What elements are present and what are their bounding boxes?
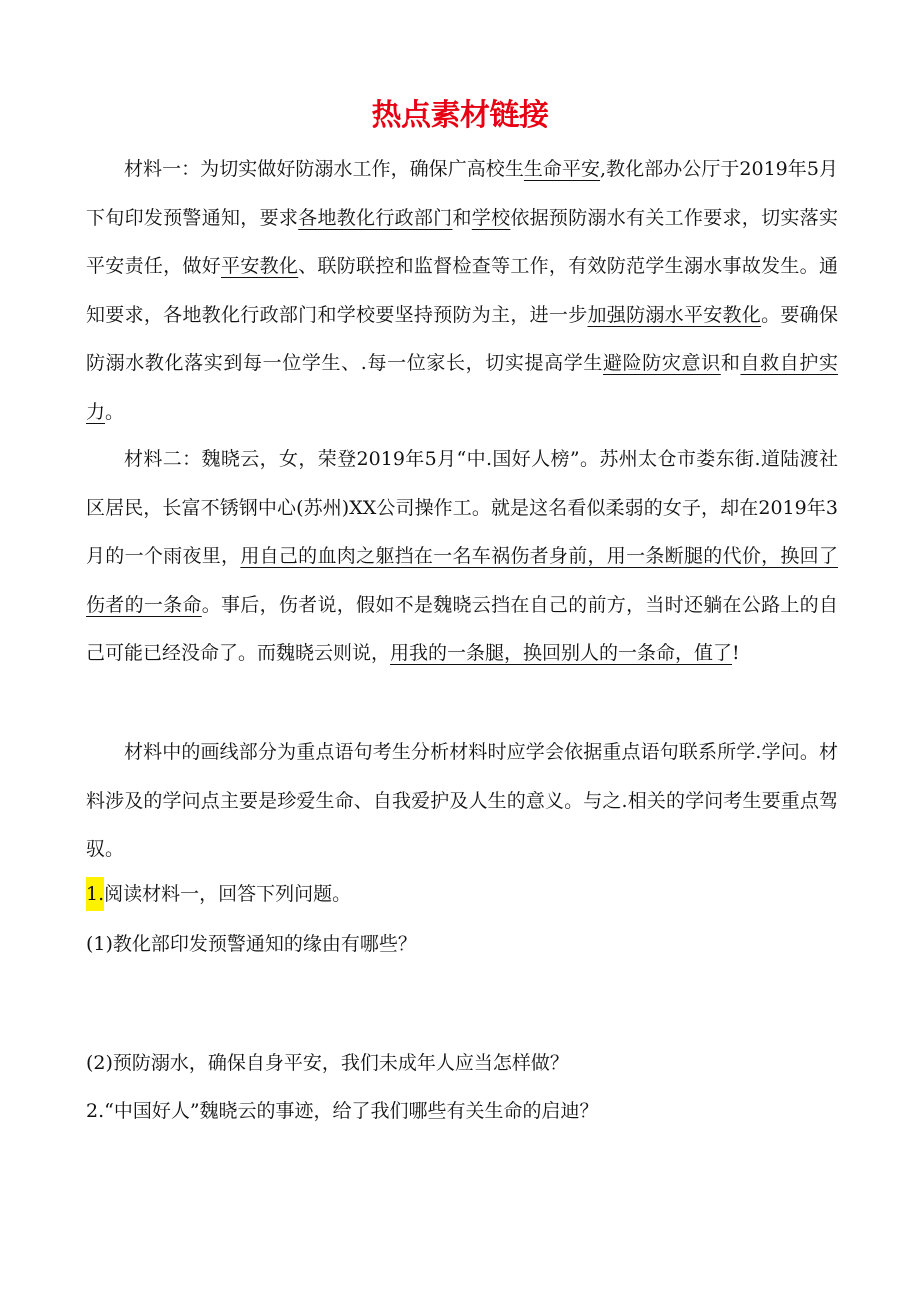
question-two: 2.“中国好人”魏晓云的事迹，给了我们哪些有关生命的启迪？ [86, 1100, 599, 1122]
question-one-text: 阅读材料一，回答下列问题。 [104, 883, 352, 905]
underlined-phrase: 自救自护实力 [86, 352, 838, 423]
underlined-phrase: 生命平安 [523, 158, 601, 180]
underlined-phrase: 用自己的血肉之躯挡在一名车祸伤者身前，用一条断腿的代价，换回了伤者的一条命 [86, 545, 838, 616]
page-title: 热点素材链接 [371, 98, 549, 133]
question-one-number: 1. [86, 877, 104, 911]
material-one-text: 、联防联控和监督检查等工作，有效防范学生溺水事故发生。通知要求，各地教化行政部门和学校要坚持预防为主，进一步 [86, 255, 838, 326]
material-one-text: 。要确保防溺水教化落实到每一位学生、.每一位家长，切实提高学生 [86, 303, 838, 375]
underlined-phrase: 各地教化行政部门 [298, 206, 453, 229]
underlined-phrase: 用我的一条腿，换回别人的一条命，值了 [390, 642, 733, 665]
material-one-text: ,教化部办公厅于2019年5月下旬印发预警通知，要求 [86, 158, 838, 229]
underlined-phrase: 避险防灾意识 [603, 352, 721, 375]
material-one-text: 材料一：为切实做好防溺水工作，确保广高校生 [124, 158, 524, 180]
underlined-phrase: 学校 [471, 206, 511, 229]
question-one [86, 878, 846, 910]
underlined-phrase: 加强防溺水平安教化 [587, 303, 762, 326]
question-one-sub-one: (1)教化部印发预警通知的缘由有哪些？ [86, 933, 417, 955]
material-one-paragraph [86, 145, 838, 437]
question-one-sub-two: (2)预防溺水，确保自身平安，我们未成年人应当怎样做？ [86, 1052, 569, 1074]
material-two-text: 材料二：魏晓云，女，荣登2019年5月“中.国好人榜”。苏州太仓市娄东街.道陆渡社区居民，长富不锈钢中心(苏州)XX公司操作工。就是这名看似柔弱的女子，却在2019年3月的一个雨夜里， [86, 448, 838, 568]
material-one-text: 和 [452, 206, 472, 229]
material-two-paragraph [86, 435, 838, 678]
analysis-note-paragraph: 材料中的画线部分为重点语句考生分析材料时应学会依据重点语句联系所学.学问。材料涉及的学问点主要是珍爱生命、自我爱护及人生的意义。与之.相关的学问考生要重点驾驭。 [86, 741, 838, 861]
underlined-phrase: 平安教化 [221, 255, 299, 278]
material-two-text: ! [732, 642, 740, 665]
material-one-text: 。 [105, 400, 125, 423]
material-one-text: 依据预防溺水有关工作要求，切实落实平安责任，做好 [86, 206, 838, 278]
material-one-text: 和 [720, 352, 741, 375]
material-two-text: 。事后，伤者说，假如不是魏晓云挡在自己的前方，当时还躺在公路上的自己可能已经没命了。而魏晓云则说， [86, 593, 838, 665]
